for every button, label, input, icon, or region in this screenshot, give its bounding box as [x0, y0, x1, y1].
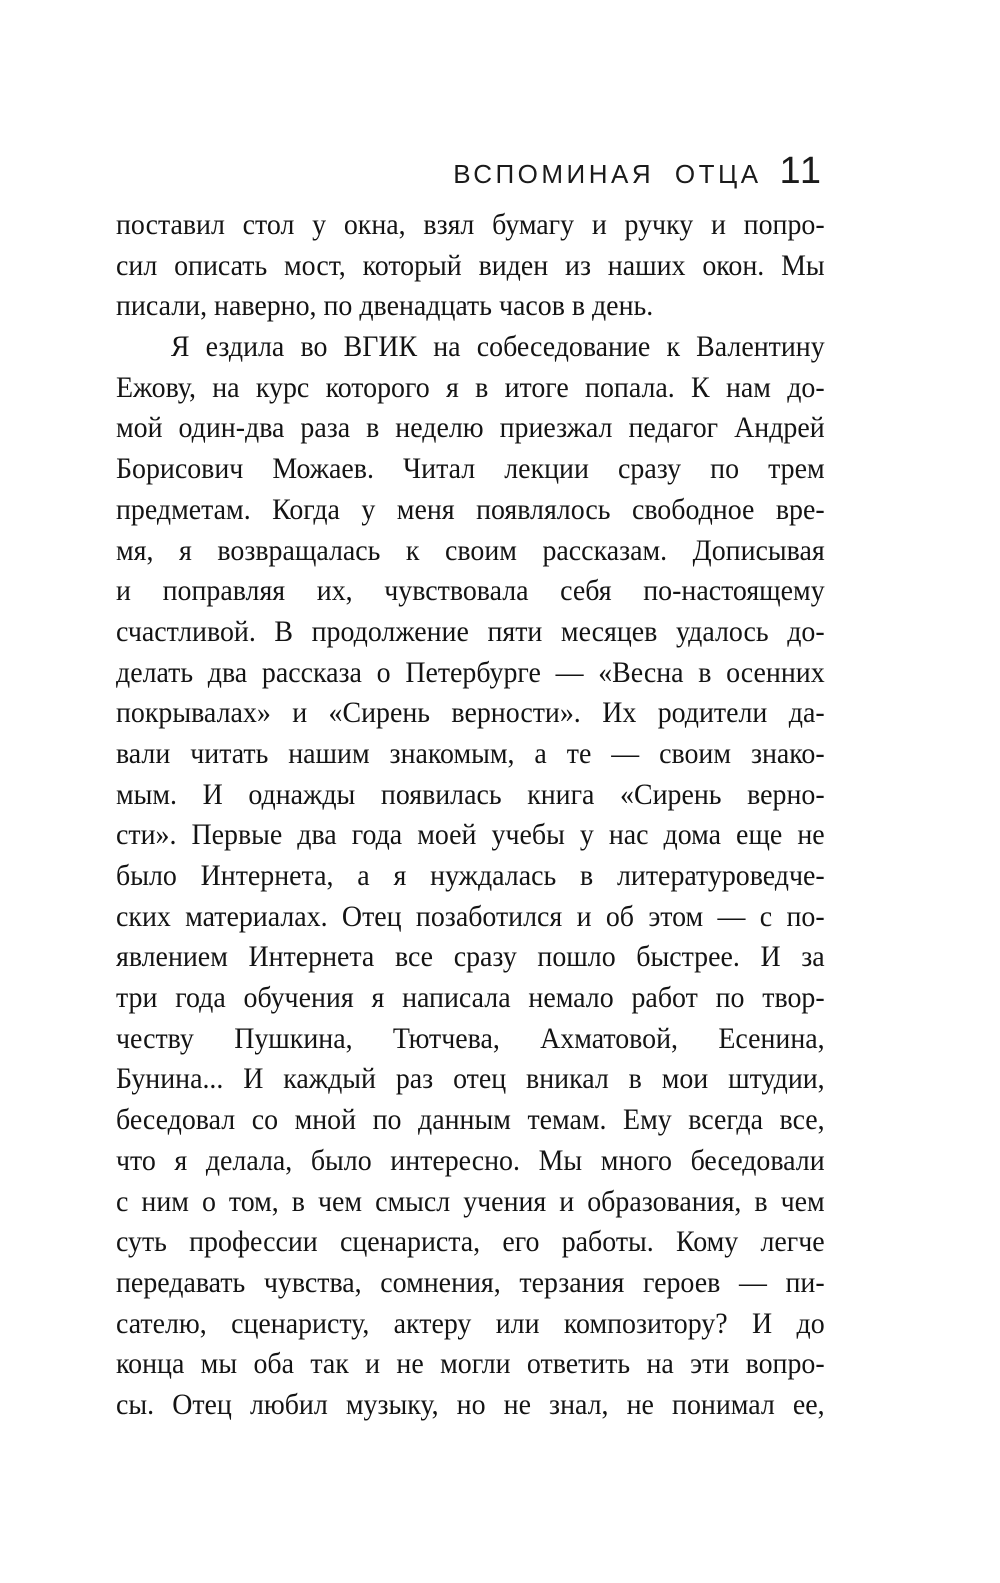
- text-line: Борисович Можаев. Читал лекции сразу по трем: [116, 452, 825, 486]
- text-line: писали, наверно, по двенадцать часов в день.: [116, 289, 654, 323]
- text-line: вали читать нашим знакомым, а те — своим знако-: [116, 736, 825, 770]
- text-line: ских материалах. Отец позаботился и об этом — с по-: [116, 899, 825, 933]
- text-line: что я делала, было интересно. Мы много беседовали: [116, 1143, 825, 1177]
- text-line: передавать чувства, сомнения, терзания героев — пи-: [116, 1265, 825, 1299]
- text-line: сти». Первые два года моей учебы у нас дома еще не: [116, 818, 825, 852]
- text-line: поставил стол у окна, взял бумагу и ручку и попро-: [116, 208, 825, 241]
- text-line: три года обучения я написала немало работ по твор-: [116, 981, 825, 1015]
- text-line: Я ездила во ВГИК на собеседование к Валентину: [170, 330, 825, 364]
- text-line: суть профессии сценариста, его работы. Кому легче: [116, 1225, 825, 1259]
- text-line: мым. И однажды появилась книга «Сирень верно-: [116, 777, 825, 811]
- text-line: счастливой. В продолжение пяти месяцев удалось до-: [116, 614, 825, 648]
- text-line: предметам. Когда у меня появлялось свободное вре-: [116, 492, 825, 526]
- text-line: явлением Интернета все сразу пошло быстрее. И за: [116, 940, 825, 974]
- body-text: [116, 205, 825, 1426]
- text-line: делать два рассказа о Петербурге — «Весна в осенних: [116, 655, 825, 689]
- running-header: [453, 150, 823, 193]
- text-line: конца мы оба так и не могли ответить на эти вопро-: [116, 1347, 825, 1381]
- running-header-title: ВСПОМИНАЯ ОТЦА: [453, 159, 762, 189]
- text-line: мой один-два раза в неделю приезжал педагог Андрей: [116, 411, 825, 445]
- paragraph-2: [116, 327, 825, 1426]
- text-line: сы. Отец любил музыку, но не знал, не понимал ее,: [116, 1387, 825, 1421]
- paragraph-1: [116, 205, 825, 327]
- text-line: Бунина... И каждый раз отец вникал в мои штудии,: [116, 1062, 825, 1096]
- text-line: честву Пушкина, Тютчева, Ахматовой, Есенина,: [116, 1021, 825, 1055]
- text-line: покрывалах» и «Сирень верности». Их родители да-: [116, 696, 825, 730]
- text-line: сил описать мост, который виден из наших окон. Мы: [116, 248, 825, 282]
- text-line: Ежову, на курс которого я в итоге попала. К нам до-: [116, 370, 825, 404]
- page-number: 11: [779, 150, 823, 192]
- text-line: беседовал со мной по данным темам. Ему всегда все,: [116, 1103, 825, 1137]
- text-line: сателю, сценаристу, актеру или композитору? И до: [116, 1306, 825, 1340]
- text-line: мя, я возвращалась к своим рассказам. Дописывая: [116, 533, 825, 567]
- text-line: с ним о том, в чем смысл учения и образования, в чем: [116, 1184, 825, 1218]
- text-line: было Интернета, а я нуждалась в литературоведче-: [116, 859, 825, 892]
- text-line: и поправляя их, чувствовала себя по-настоящему: [116, 574, 825, 608]
